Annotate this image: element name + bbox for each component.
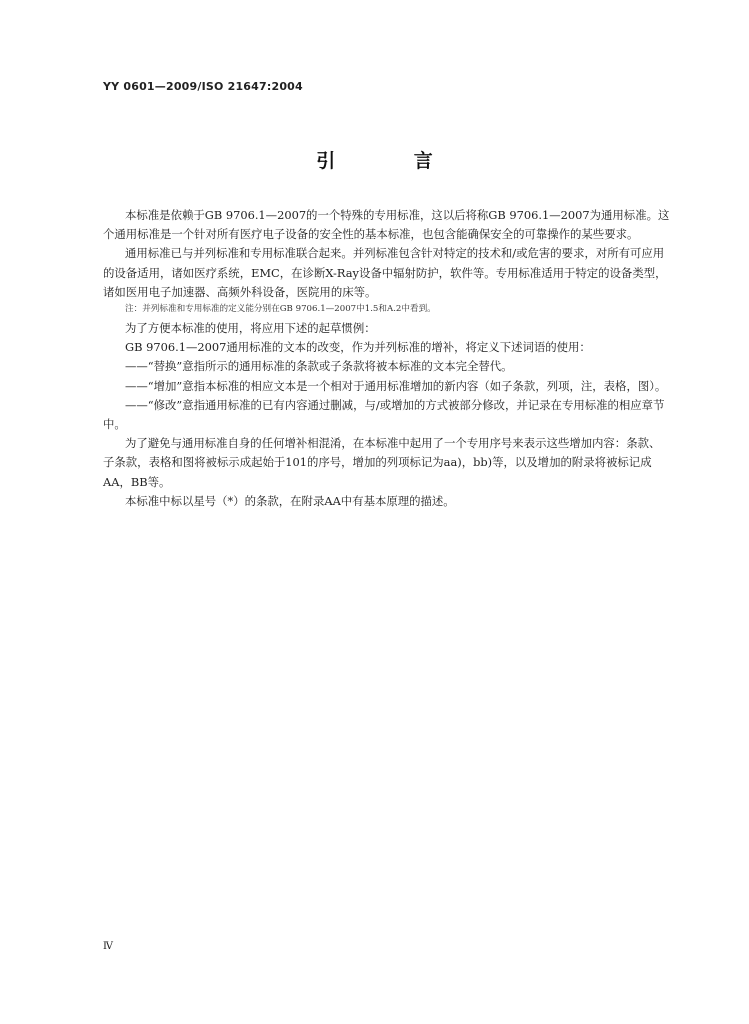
paragraph-6: 本标准中标以星号（*）的条款，在附录AA中有基本原理的描述。 [125, 493, 455, 508]
note: 注：并列标准和专用标准的定义能分别在GB 9706.1—2007中1.5和A.2中看到。 [125, 304, 436, 315]
paragraph-1: 本标准是依赖于GB 9706.1—2007的一个特殊的专用标准，这以后将称GB 9706.1—2007为通用标准。这个通用标准是一个针对所有医疗电子设备的安全性的基本标准，也包含能确保安全的可靠操作的某些要求。 [103, 208, 670, 242]
paragraph-5: 为了避免与通用标准自身的任何增补相混淆，在本标准中起用了一个专用序号来表示这些增加内容：条款、子条款，表格和图将被标示成起始于101的序号，增加的列项标记为aa)，bb)等，以及增加的附录将被标记成AA，BB等。 [103, 436, 661, 489]
document-code-header: YY 0601—2009/ISO 21647:2004 [103, 80, 303, 93]
page-number: Ⅳ [103, 941, 113, 952]
paragraph-2: 通用标准已与并列标准和专用标准联合起来。并列标准包含针对特定的技术和/或危害的要求，对所有可应用的设备适用，诸如医疗系统，EMC，在诊断X-Ray设备中辐射防护，软件等。专用标准适用于特定的设备类型，诸如医用电子加速器、高频外科设备，医院用的床等。 [103, 246, 667, 299]
list-item-replace: ——“替换”意指所示的通用标准的条款或子条款将被本标准的文本完全替代。 [125, 359, 513, 374]
document-body [103, 206, 671, 511]
list-item-amendment: ——“修改”意指通用标准的已有内容通过删减，与/或增加的方式被部分修改，并记录在专用标准的相应章节中。 [103, 397, 665, 432]
section-title: 引 言 [316, 150, 469, 172]
paragraph-4: GB 9706.1—2007通用标准的文本的改变，作为并列标准的增补，将定义下述词语的使用： [125, 340, 591, 355]
paragraph-3: 为了方便本标准的使用，将应用下述的起草惯例： [125, 321, 376, 336]
list-item-addition: ——“增加”意指本标准的相应文本是一个相对于通用标准增加的新内容（如子条款，列项，注，表格，图）。 [125, 378, 667, 393]
